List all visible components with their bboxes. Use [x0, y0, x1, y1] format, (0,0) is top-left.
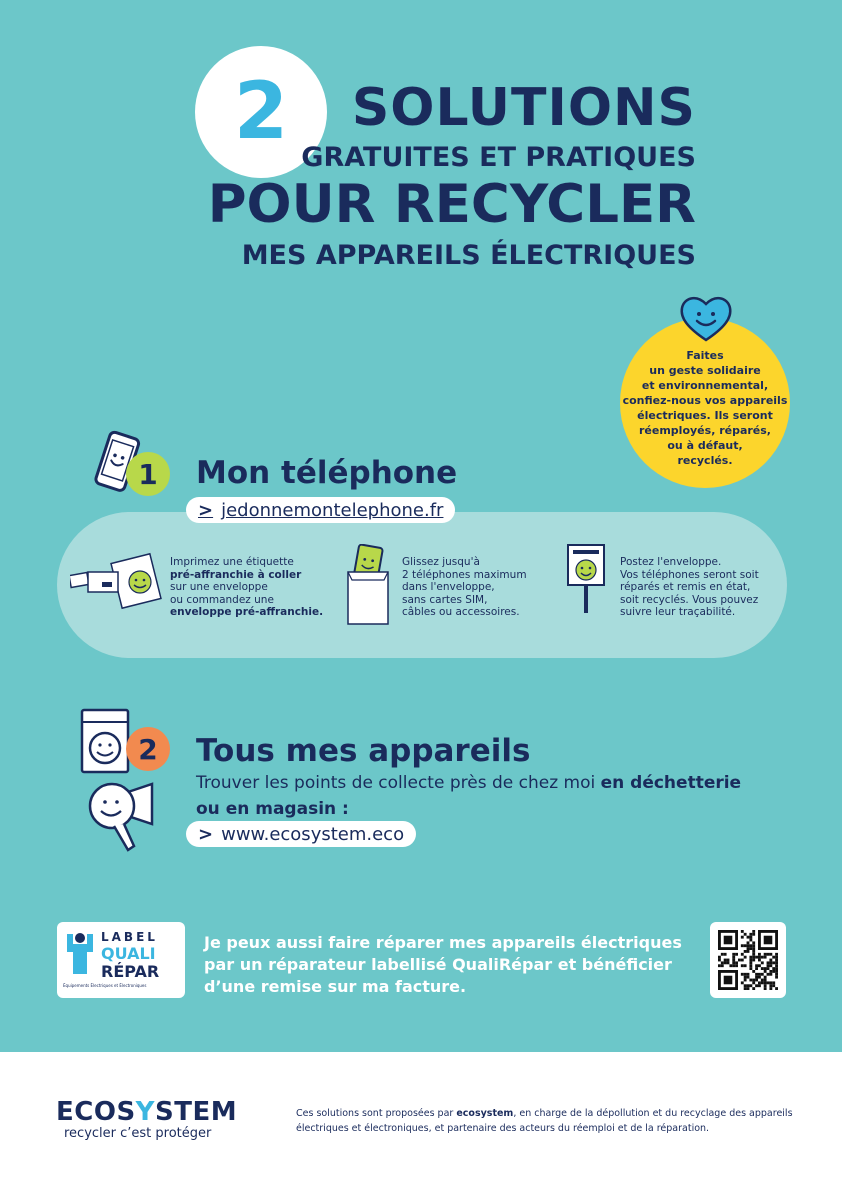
- hair-dryer-icon: [84, 780, 160, 854]
- bubble-line: un geste solidaire: [649, 364, 761, 377]
- step-number-badge-1: 1: [126, 452, 170, 496]
- label-repar: RÉPAR: [101, 962, 160, 981]
- bubble-line: réemployés, réparés,: [639, 424, 771, 437]
- bubble-line: Faites: [686, 349, 724, 362]
- heart-smile-icon: [678, 294, 734, 344]
- title-line-1: SOLUTIONS: [351, 78, 696, 138]
- phone-link[interactable]: [186, 497, 455, 523]
- title-line-3: POUR RECYCLER: [207, 174, 696, 235]
- title-line-2: GRATUITES ET PRATIQUES: [301, 142, 696, 173]
- footer-text: [296, 1106, 796, 1136]
- qualirepar-text: Je peux aussi faire réparer mes appareils électriques par un réparateur labellisé QualiRépar et bénéficier d’une remise sur ma facture.: [204, 933, 682, 996]
- step-line: pré-affranchie à coller: [170, 568, 302, 581]
- label-small: Équipements Électriques et Électroniques: [63, 983, 147, 988]
- chevron-right-icon: >: [198, 823, 214, 845]
- big-number: 2: [233, 67, 289, 157]
- ecosystem-logo: [56, 1097, 237, 1127]
- step-line: Vos téléphones seront soit: [620, 568, 759, 581]
- step-line: réparés et remis en état,: [620, 581, 751, 593]
- logo-part-y: Y: [135, 1097, 155, 1127]
- bubble-line: ou à défaut,: [667, 439, 743, 452]
- step-text-print: [170, 556, 330, 619]
- logo-part-a: ECOS: [56, 1097, 136, 1127]
- qr-code[interactable]: [710, 922, 786, 998]
- step-line: Imprimez une étiquette: [170, 556, 294, 568]
- step-line: ou commandez une: [170, 593, 274, 606]
- bubble-text: [620, 348, 790, 468]
- qualirepar-label-logo: [57, 922, 185, 998]
- label-quali: QUALI: [101, 944, 156, 963]
- qualirepar-figure-icon: [63, 930, 97, 976]
- footer-text-bold: ecosystem: [456, 1108, 514, 1119]
- label-word: LABEL: [101, 930, 158, 944]
- logo-part-b: STEM: [155, 1097, 238, 1127]
- phone-in-envelope-icon: [344, 544, 392, 626]
- step-line: Postez l'enveloppe.: [620, 556, 722, 568]
- step-line: câbles ou accessoires.: [402, 606, 520, 618]
- step-line: 2 téléphones maximum: [402, 568, 527, 581]
- ecosystem-link-text: www.ecosystem.eco: [221, 823, 405, 845]
- step-line: sans cartes SIM,: [402, 593, 488, 606]
- footer-text-a: Ces solutions sont proposées par: [296, 1108, 457, 1119]
- subtitle-plain: Trouver les points de collecte près de chez moi: [196, 773, 601, 793]
- section-title-phone: Mon téléphone: [196, 455, 458, 491]
- mailbox-icon: [564, 543, 608, 615]
- bubble-line: confiez-nous vos appareils: [622, 394, 788, 407]
- title-line-4: MES APPAREILS ÉLECTRIQUES: [241, 240, 696, 271]
- step-number-badge-2: 2: [126, 727, 170, 771]
- subtitle-bold-1: en déchetterie: [600, 773, 742, 793]
- step-line: soit recyclés. Vous pouvez: [620, 593, 759, 606]
- bubble-line: et environnemental,: [641, 379, 769, 392]
- bubble-line: recyclés.: [677, 454, 733, 467]
- ecosystem-tagline: recycler c’est protéger: [64, 1126, 212, 1141]
- step-text-insert: [402, 556, 552, 619]
- qr-code-icon: [718, 930, 778, 990]
- step-line: enveloppe pré-affranchie.: [170, 606, 324, 618]
- step-line: suivre leur traçabilité.: [620, 606, 736, 618]
- step-line: sur une enveloppe: [170, 581, 268, 593]
- ecosystem-link[interactable]: [186, 821, 416, 847]
- washing-machine-icon: [80, 708, 130, 774]
- step-text-post: [620, 556, 780, 619]
- chevron-right-icon: >: [198, 499, 214, 521]
- step-line: Glissez jusqu'à: [402, 556, 480, 568]
- step-line: dans l'enveloppe,: [402, 581, 495, 593]
- section2-subtitle: [196, 770, 796, 822]
- footer-text-b: , en charge de la dépollution et du recyclage des appareils électriques et électroniques, et partenaire des acteurs du réemploi et de la réparation.: [296, 1108, 793, 1134]
- bubble-line: électriques. Ils seront: [637, 409, 773, 422]
- subtitle-bold-2: ou en magasin :: [196, 799, 349, 819]
- envelope-label-icon: [70, 552, 162, 616]
- phone-link-text: jedonnemontelephone.fr: [221, 499, 444, 521]
- section-title-appliances: Tous mes appareils: [196, 733, 531, 769]
